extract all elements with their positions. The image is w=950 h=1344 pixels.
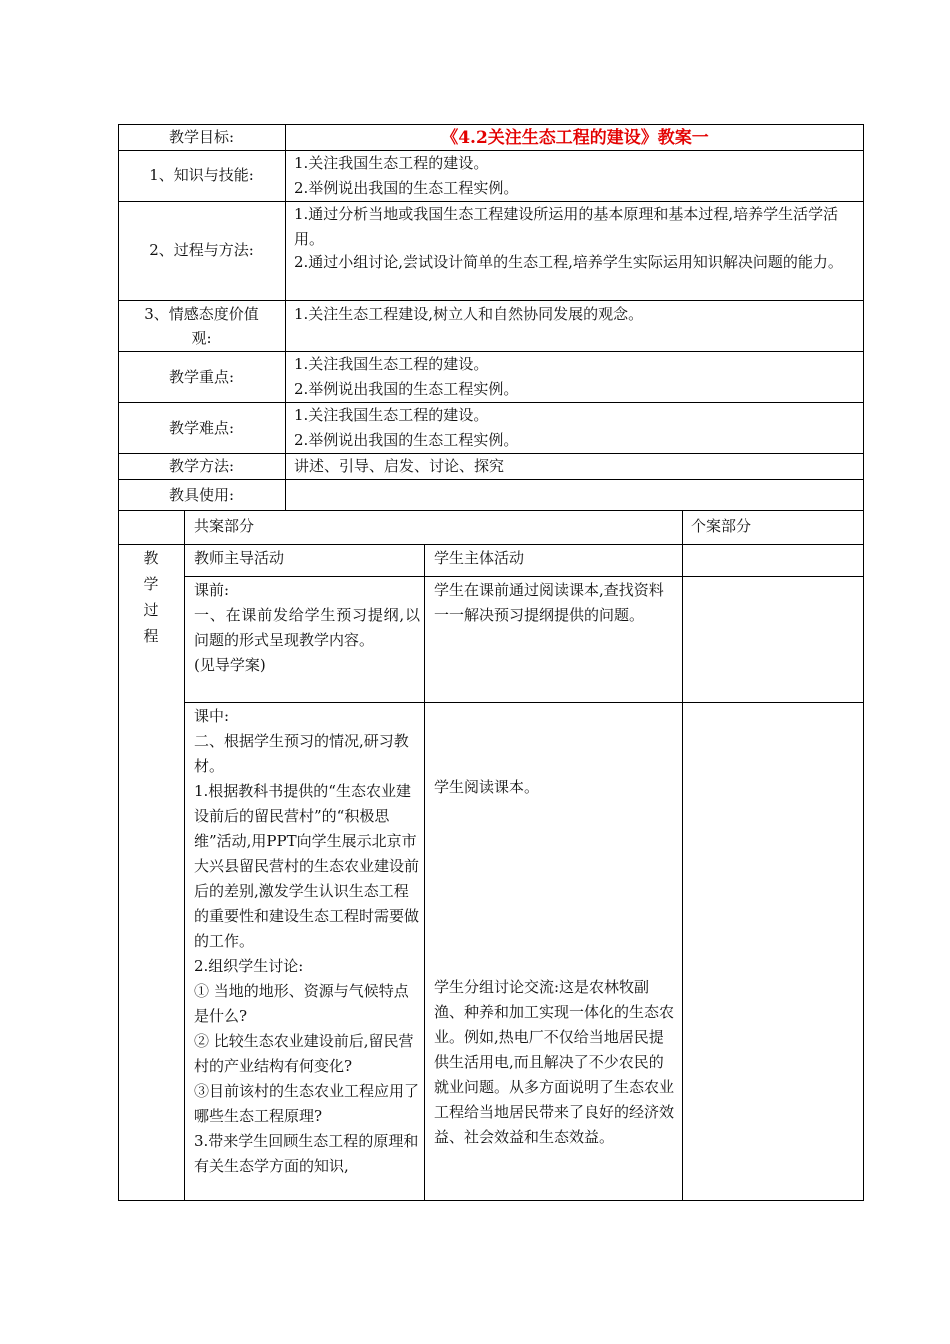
difficulty-line: 1.关注我国生态工程的建设。 — [294, 406, 489, 424]
methods-value: 讲述、引导、启发、讨论、探究 — [294, 457, 505, 475]
in-class-heading: 课中: — [194, 707, 230, 725]
key-points-label: 教学重点: — [168, 368, 235, 386]
emotion-label-cont: 观: — [191, 329, 212, 347]
process-char: 程 — [143, 627, 159, 645]
knowledge-label: 1、知识与技能: — [149, 166, 254, 184]
goal-label: 教学目标: — [168, 128, 235, 146]
difficulty-line: 2.举例说出我国的生态工程实例。 — [294, 431, 519, 449]
before-class-heading: 课前: — [194, 581, 230, 599]
in-class-item: ① 当地的地形、资源与气候特点是什么? — [194, 982, 409, 1025]
row-divider — [184, 702, 864, 703]
row-divider — [118, 351, 864, 352]
column-divider — [682, 510, 683, 1201]
process-char: 教 — [143, 549, 159, 567]
in-class-item: ② 比较生态农业建设前后,留民营村的产业结构有何变化? — [194, 1032, 414, 1075]
process-label: 2、过程与方法: — [149, 241, 254, 259]
individual-section-label: 个案部分 — [691, 517, 752, 535]
in-class-student-discussion: 学生分组讨论交流:这是农林牧副渔、种养和加工实现一体化的生态农业。例如,热电厂不仅给当地居民提供生活用电,而且解决了不少农民的就业问题。从多方面说明了生态农业工程给当地居民带来了良好的经济效益、社会效益和生态效益。 — [434, 978, 675, 1146]
knowledge-line: 1.关注我国生态工程的建设。 — [294, 154, 489, 172]
key-point-line: 1.关注我国生态工程的建设。 — [294, 355, 489, 373]
row-divider — [118, 544, 864, 545]
process-line: 2.通过小组讨论,尝试设计简单的生态工程,培养学生实际运用知识解决问题的能力。 — [294, 253, 843, 271]
before-class-item: 一、在课前发给学生预习提纲,以问题的形式呈现教学内容。 — [194, 606, 420, 649]
before-class-teacher-cell — [194, 578, 420, 678]
before-class-student-cell: 学生在课前通过阅读课本,查找资料一一解决预习提纲提供的问题。 — [434, 581, 664, 624]
row-divider — [184, 576, 864, 577]
in-class-item: 1.根据教科书提供的“生态农业建设前后的留民营村”的“积极思维”活动,用PPT向学生展示北京市大兴县留民营村的生态农业建设前后的差别,激发学生认识生态工程的重要性和建设生态工程时需要做的工作。 — [194, 782, 420, 950]
before-class-note: (见导学案) — [194, 656, 266, 674]
column-divider — [184, 510, 185, 1201]
row-divider — [118, 150, 864, 151]
tools-label: 教具使用: — [168, 486, 235, 504]
in-class-item: 2.组织学生讨论: — [194, 957, 304, 975]
in-class-teacher-cell — [194, 704, 420, 1179]
in-class-item: 二、根据学生预习的情况,研习教材。 — [194, 732, 409, 775]
row-divider — [118, 402, 864, 403]
difficulties-label: 教学难点: — [168, 419, 235, 437]
page-title: 《4.2关注生态工程的建设》教案一 — [441, 128, 709, 148]
teaching-process-label — [140, 545, 162, 649]
process-char: 学 — [143, 575, 159, 593]
shared-section-label: 共案部分 — [194, 517, 255, 535]
column-divider — [285, 124, 286, 510]
key-point-line: 2.举例说出我国的生态工程实例。 — [294, 380, 519, 398]
teacher-activity-header: 教师主导活动 — [194, 549, 285, 567]
column-divider — [424, 544, 425, 1201]
row-divider — [118, 479, 864, 480]
student-activity-header: 学生主体活动 — [434, 549, 525, 567]
row-divider — [118, 510, 864, 511]
in-class-item: 3.带来学生回顾生态工程的原理和有关生态学方面的知识, — [194, 1132, 419, 1175]
methods-label: 教学方法: — [168, 457, 235, 475]
emotion-label: 3、情感态度价值 — [144, 305, 259, 323]
process-char: 过 — [143, 601, 159, 619]
row-divider — [118, 300, 864, 301]
emotion-line: 1.关注生态工程建设,树立人和自然协同发展的观念。 — [294, 305, 644, 323]
process-line: 1.通过分析当地或我国生态工程建设所运用的基本原理和基本过程,培养学生活学活用。 — [294, 205, 839, 248]
in-class-item: ③目前该村的生态农业工程应用了哪些生态工程原理? — [194, 1082, 420, 1125]
in-class-student-reading: 学生阅读课本。 — [434, 778, 540, 796]
knowledge-line: 2.举例说出我国的生态工程实例。 — [294, 179, 519, 197]
